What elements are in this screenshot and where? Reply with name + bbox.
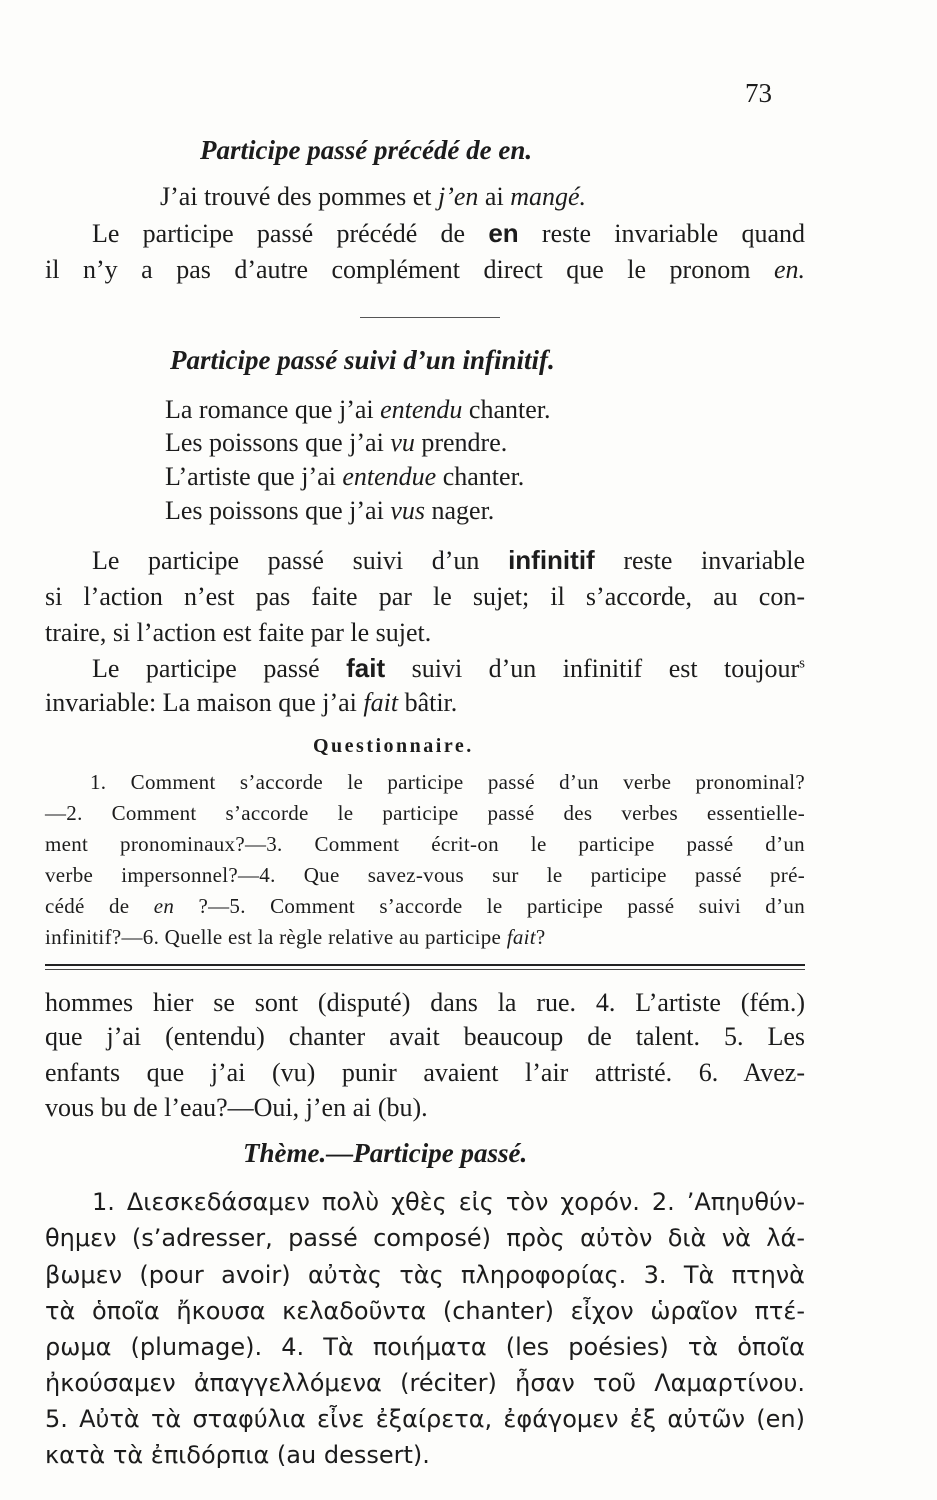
heading-participe-infinitif: Participe passé suivi d’un infinitif. (170, 345, 555, 375)
theme-line: θημεν (s’adresser, passé composé) πρὸς αὐτὸν διὰ νὰ λά- (45, 1224, 805, 1252)
example-line: Les poissons que j’ai vus nager. (165, 496, 495, 525)
questionnaire-line: infinitif?—6. Quelle est la règle relative au participe fait? (45, 925, 546, 949)
theme-line: ἠκούσαμεν ἀπαγγελλόμενα (réciter) ἦσαν τοῦ Λαμαρτίνου. (45, 1369, 805, 1397)
exercise-line: enfants que j’ai (vu) punir avaient l’air attristé. 6. Avez- (45, 1058, 805, 1087)
questionnaire-line: 1. Comment s’accorde le participe passé d’un verbe pronominal? (90, 770, 805, 794)
theme-line: 1. Διεσκεδάσαμεν πολὺ χθὲς εἰς τὸν χορόν. 2. ’Απηυθύν- (92, 1188, 805, 1216)
theme-line: κατὰ τὰ ἐπιδόρπια (au dessert). (45, 1441, 430, 1469)
exercise-line: que j’ai (entendu) chanter avait beaucoup de talent. 5. Les (45, 1022, 805, 1051)
example-en: J’ai trouvé des pommes et j’en ai mangé. (160, 182, 587, 211)
heading-theme: Thème.—Participe passé. (243, 1138, 528, 1168)
questionnaire-line: cédé de en ?—5. Comment s’accorde le participe passé suivi d’un (45, 894, 805, 918)
questionnaire-line: ment pronominaux?—3. Comment écrit-on le participe passé d’un (45, 832, 805, 856)
theme-line: βωμεν (pour avoir) αὐτὰς τὰς πληροφορίας. 3. Τὰ πτηνὰ (45, 1261, 805, 1289)
theme-line: ρωμα (plumage). 4. Τὰ ποιήματα (les poésies) τὰ ὁποῖα (45, 1333, 805, 1361)
rule-en-line1: Le participe passé précédé de en reste invariable quand (92, 218, 806, 248)
rule-infinitif-line3: traire, si l’action est faite par le sujet. (45, 618, 432, 647)
theme-line: τὰ ὁποῖα ἤκουσα κελαδοῦντα (chanter) εἶχον ὡραῖον πτέ- (45, 1297, 805, 1325)
double-rule-top (45, 964, 805, 966)
rule-en-line2: il n’y a pas d’autre complément direct que le pronom en. (45, 255, 805, 284)
section-divider (360, 317, 500, 318)
example-line: Les poissons que j’ai vu prendre. (165, 428, 508, 457)
double-rule-bottom (45, 969, 805, 970)
example-line: L’artiste que j’ai entendue chanter. (165, 462, 525, 491)
questionnaire-line: —2. Comment s’accorde le participe passé des verbes essentielle- (45, 801, 805, 825)
rule-fait-line1: Le participe passé fait suivi d’un infinitif est toujour$^s$ (92, 653, 805, 683)
rule-infinitif-line1: Le participe passé suivi d’un infinitif reste invariable (92, 545, 805, 575)
rule-fait-line2: invariable: La maison que j’ai fait bâtir. (45, 688, 458, 717)
example-line: La romance que j’ai entendu chanter. (165, 395, 551, 424)
exercise-line: hommes hier se sont (disputé) dans la rue. 4. L’artiste (fém.) (45, 988, 805, 1017)
rule-infinitif-line2: si l’action n’est pas faite par le sujet; il s’accorde, au con- (45, 582, 805, 611)
page-number: 73 (745, 78, 772, 108)
questionnaire-title: Questionnaire. (313, 735, 474, 757)
exercise-line: vous bu de l’eau?—Oui, j’en ai (bu). (45, 1093, 428, 1122)
questionnaire-line: verbe impersonnel?—4. Que savez-vous sur le participe passé pré- (45, 863, 805, 887)
theme-line: 5. Αὐτὰ τὰ σταφύλια εἶνε ἐξαίρετα, ἐφάγομεν ἐξ αὐτῶν (en) (45, 1405, 805, 1433)
heading-participe-en: Participe passé précédé de en. (200, 135, 533, 165)
